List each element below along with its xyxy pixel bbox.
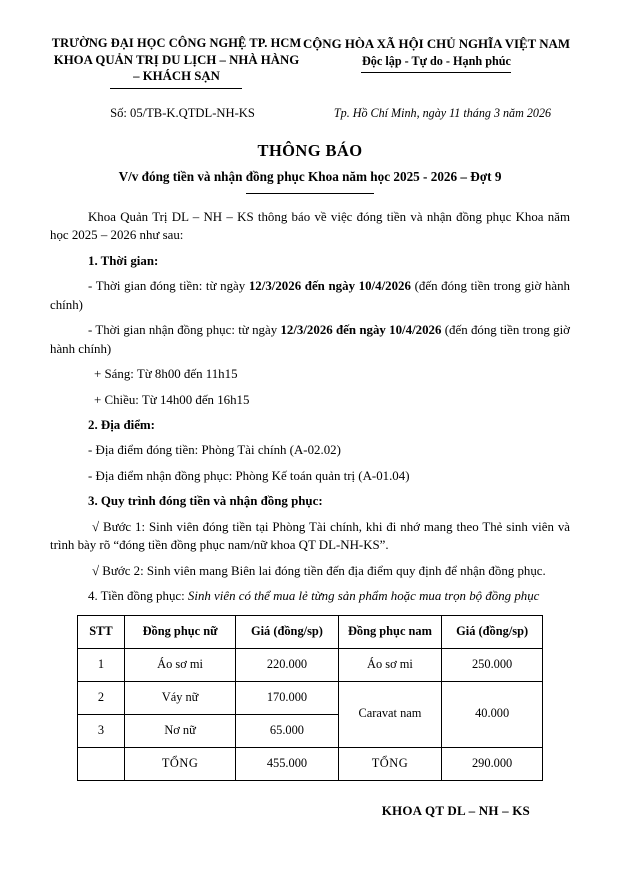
cell-male-item-merged: Caravat nam (338, 681, 442, 747)
title-divider (246, 193, 374, 194)
receive-time-suffix: (đến đóng tiền trong giờ hành chính) (50, 323, 570, 356)
right-header-divider (361, 72, 511, 73)
cell-male-price-merged: 40.000 (442, 681, 543, 747)
intro-paragraph: Khoa Quản Trị DL – NH – KS thông báo về việc đóng tiền và nhận đồng phục Khoa năm học 2025 – 2026 như sau: (50, 209, 570, 243)
cell-total-male-price: 290.000 (442, 747, 543, 780)
section-4-heading (50, 587, 570, 605)
table-total-row (78, 747, 543, 780)
column-header-female-price: Giá (đồng/sp) (236, 615, 338, 648)
morning-hours: + Sáng: Từ 8h00 đến 11h15 (94, 367, 238, 382)
section-4-note: Sinh viên có thể mua lẻ từng sản phẩm hoặc mua trọn bộ đồng phục (187, 589, 540, 604)
receive-location: - Địa điểm nhận đồng phục: Phòng Kế toán quản trị (A-01.04) (88, 468, 410, 483)
table-header-row (78, 615, 543, 648)
left-header-divider (110, 88, 242, 89)
cell-male-price: 250.000 (442, 648, 543, 681)
payment-time-suffix: (đến đóng tiền trong giờ hành chính) (50, 279, 570, 312)
cell-female-item: Váy nữ (124, 681, 235, 714)
place-and-date: Tp. Hồ Chí Minh, ngày 11 tháng 3 năm 2026 (333, 105, 552, 120)
cell-stt: 2 (78, 681, 125, 714)
cell-total-stt (78, 747, 125, 780)
uniform-price-table-wrapper (50, 615, 570, 781)
cell-female-item: Áo sơ mi (124, 648, 235, 681)
afternoon-hours: + Chiều: Từ 14h00 đến 16h15 (94, 392, 250, 407)
section-4-prefix: 4. Tiền đồng phục: (88, 589, 188, 604)
cell-female-price: 170.000 (236, 681, 338, 714)
cell-male-item: Áo sơ mi (338, 648, 442, 681)
column-header-stt: STT (78, 615, 125, 648)
payment-time-dates: 12/3/2026 đến ngày 10/4/2026 (248, 279, 411, 294)
cell-stt: 3 (78, 714, 125, 747)
cell-total-female-label: TỔNG (124, 747, 235, 780)
faculty-name-line1: KHOA QUẢN TRỊ DU LỊCH – NHÀ HÀNG (53, 52, 300, 67)
table-row (78, 681, 543, 714)
university-name: TRƯỜNG ĐẠI HỌC CÔNG NGHỆ TP. HCM (51, 36, 302, 50)
cell-female-price: 220.000 (236, 648, 338, 681)
process-step-2: √ Bước 2: Sinh viên mang Biên lai đóng tiền đến địa điểm quy định để nhận đồng phục. (92, 563, 546, 578)
organization-block (50, 36, 303, 89)
column-header-male-price: Giá (đồng/sp) (442, 615, 543, 648)
payment-location: - Địa điểm đóng tiền: Phòng Tài chính (A-02.02) (88, 443, 341, 458)
national-heading-block (303, 36, 570, 73)
cell-female-price: 65.000 (236, 714, 338, 747)
process-step-1: √ Bước 1: Sinh viên đóng tiền tại Phòng Tài chính, khi đi nhớ mang theo Thẻ sinh viên và trình bày rõ “đóng tiền đồng phục nam/nữ khoa QT DL-NH-KS”. (50, 519, 570, 553)
payment-time-prefix: - Thời gian đóng tiền: từ ngày (88, 279, 249, 294)
cell-female-item: Nơ nữ (124, 714, 235, 747)
national-title: CỘNG HÒA XÃ HỘI CHỦ NGHĨA VIỆT NAM (302, 37, 570, 51)
document-header (50, 36, 570, 89)
section-2-heading: 2. Địa điểm: (88, 418, 155, 432)
cell-stt: 1 (78, 648, 125, 681)
title-block (50, 141, 570, 194)
page-subtitle: V/v đóng tiền và nhận đồng phục Khoa năm học 2025 - 2026 – Đợt 9 (118, 169, 502, 185)
document-number: Số: 05/TB-K.QTDL-NH-KS (110, 105, 255, 120)
document-body (50, 208, 570, 781)
page-title: THÔNG BÁO (257, 140, 363, 160)
table-row (78, 648, 543, 681)
cell-total-female-price: 455.000 (236, 747, 338, 780)
document-meta-row (50, 106, 570, 121)
column-header-female-item: Đồng phục nữ (124, 615, 235, 648)
faculty-name-line2: – KHÁCH SẠN (133, 69, 220, 84)
section-3-heading: 3. Quy trình đóng tiền và nhận đồng phục: (88, 494, 323, 509)
receive-time-line (50, 321, 570, 358)
receive-time-prefix: - Thời gian nhận đồng phục: từ ngày (88, 323, 281, 338)
uniform-price-table (77, 615, 543, 781)
column-header-male-item: Đồng phục nam (338, 615, 442, 648)
section-1-heading: 1. Thời gian: (88, 253, 159, 268)
national-motto: Độc lập - Tự do - Hạnh phúc (361, 53, 511, 68)
signature-block: KHOA QT DL – NH – KS (381, 802, 530, 818)
payment-time-line (50, 277, 570, 314)
cell-total-male-label: TỔNG (338, 747, 442, 780)
receive-time-dates: 12/3/2026 đến ngày 10/4/2026 (280, 323, 442, 338)
